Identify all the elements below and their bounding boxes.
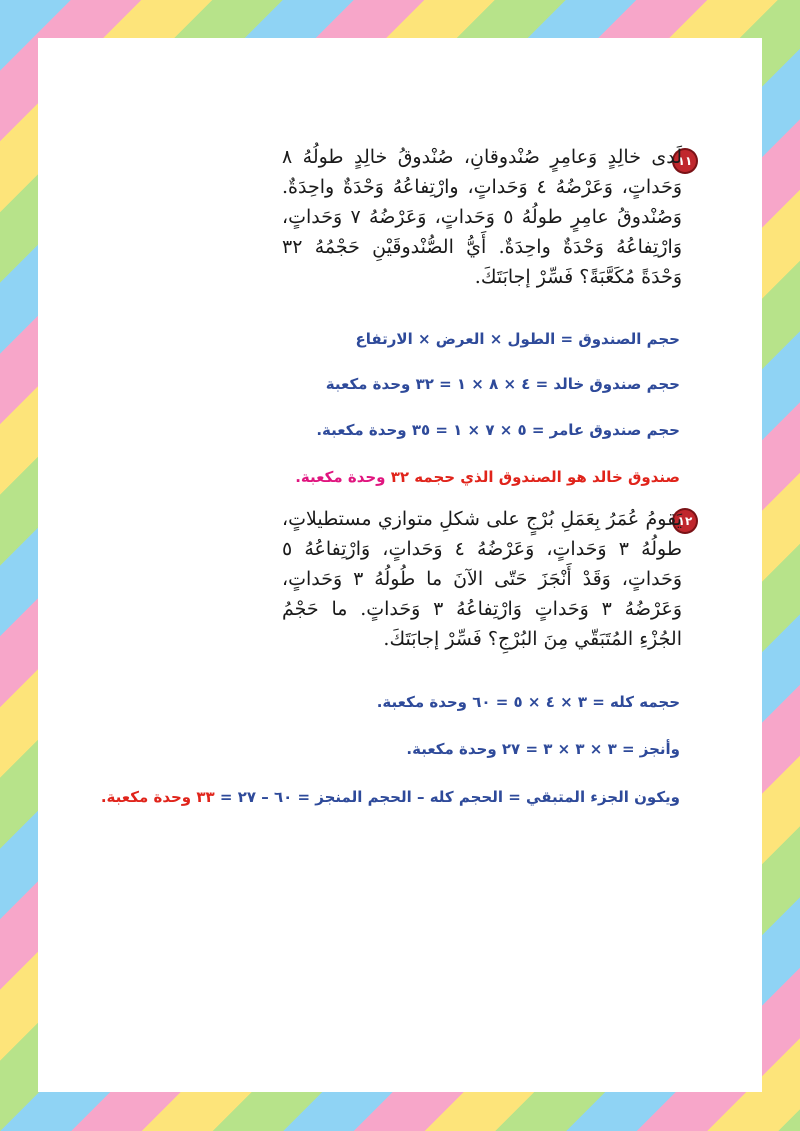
q12-final-answer-red-text: ٣٣ وحدة مكعبة.	[100, 788, 215, 806]
q11-conclusion	[80, 466, 680, 488]
question-12-text: يَقومُ عُمَرُ بِعَمَلِ بُرْجٍ على شكلِ متوازي مستطيلاتٍ، طولُهُ ٣ وَحَداتٍ، وَعَرْضُهُ ٤ وَحَداتٍ، وَارْتِفاعُهُ ٥ وَحَداتٍ، وَقَدْ أَنْجَزَ حَتّى الآنَ ما طُولُهُ ٣ وَحَداتٍ، وَعَرْضُهُ ٣ وَحَداتٍ وَارْتِفاعُهُ ٣ وَحَداتٍ. ما حَجْمُ الجُزْءِ المُتَبَقّي مِنَ البُرْجِ؟ فَسِّرْ إجابَتَكَ.	[282, 508, 682, 650]
q12-answer-total-volume: حجمه كله = ٣ × ٤ × ٥ = ٦٠ وحدة مكعبة.	[376, 693, 680, 711]
q12-final-answer-blue-text: ويكون الجزء المتبقي = الحجم كله – الحجم المنجز = ٦٠ – ٢٧ =	[219, 788, 680, 806]
question-12-number-badge: ١٢	[674, 510, 696, 532]
question-11-text: لَدى خالِدٍ وَعامِرٍ صُنْدوقانِ، صُنْدوقُ خالِدٍ طولُهُ ٨ وَحَداتٍ، وَعَرْضُهُ ٤ وَحَداتٍ، وارْتِفاعُهُ وَحْدَةٌ واحِدَةٌ. وَصُنْدوقُ عامِرٍ طولُهُ ٥ وَحَداتٍ، وَعَرْضُهُ ٧ وَحَداتٍ، وَارْتِفاعُهُ وَحْدَةٌ واحِدَةٌ. أَيُّ الصُّنْدوقَيْنِ حَجْمُهُ ٣٢ وَحْدَةً مُكَعَّبَةً؟ فَسِّرْ إجابَتَكَ.	[282, 146, 682, 288]
worksheet-content	[38, 38, 762, 1092]
q11-answer-formula: حجم الصندوق = الطول × العرض × الارتفاع	[355, 330, 680, 348]
q11-answer-amer-volume: حجم صندوق عامر = ٥ × ٧ × ١ = ٣٥ وحدة مكعبة.	[316, 421, 680, 439]
q11-answer-khalid-volume: حجم صندوق خالد = ٤ × ٨ × ١ = ٣٢ وحدة مكعبة	[325, 375, 680, 393]
q12-answer-built-volume: وأنجز = ٣ × ٣ × ٣ = ٢٧ وحدة مكعبة.	[406, 740, 680, 758]
question-11-number-badge: ١١	[674, 150, 696, 172]
q11-conclusion-red-text: صندوق خالد هو الصندوق الذي حجمه ٣٢	[390, 468, 680, 486]
q11-conclusion-magenta-text: وحدة مكعبة.	[295, 468, 386, 486]
worksheet-page	[38, 38, 762, 1092]
q12-final-answer	[80, 786, 680, 808]
